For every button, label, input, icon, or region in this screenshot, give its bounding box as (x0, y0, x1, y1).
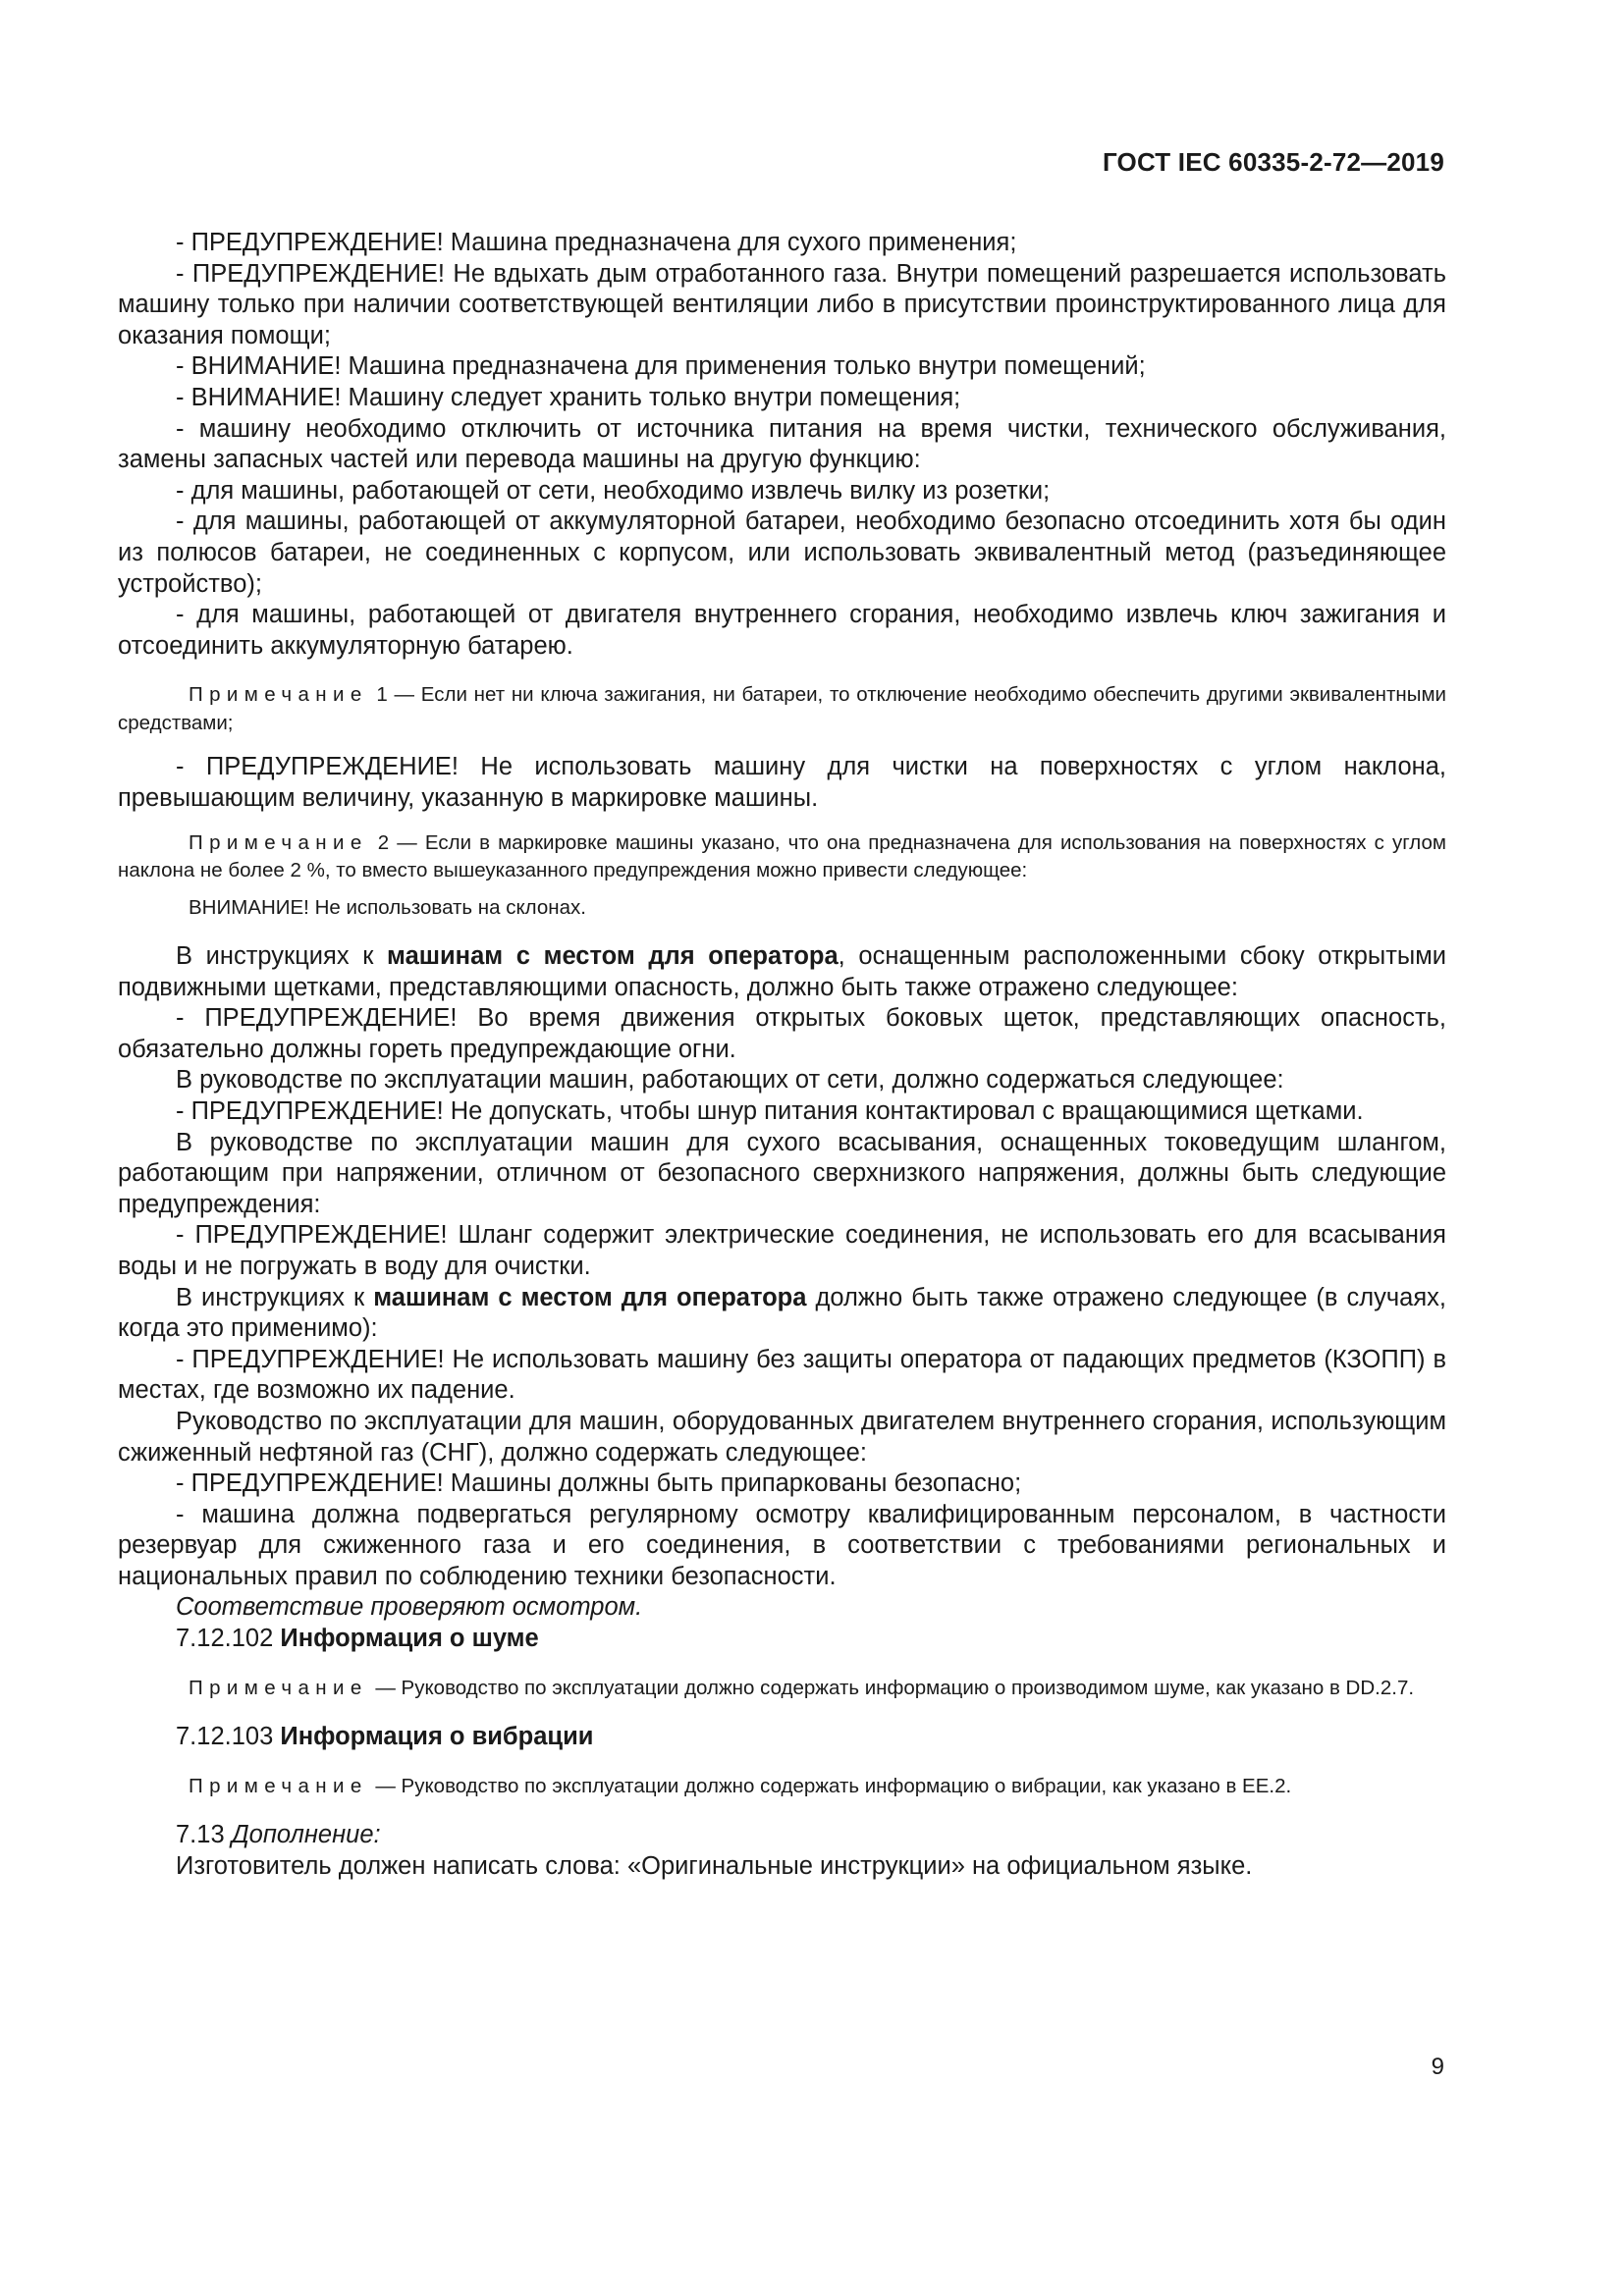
text-run: В инструкциях к (176, 942, 388, 970)
bold-term: машинам с местом для оператора (373, 1283, 807, 1311)
note-4 (118, 1773, 1446, 1801)
paragraph: - для машины, работающей от двигателя внутреннего сгорания, необходимо извлечь ключ зажигания и отсоединить аккумуляторную батарею. (118, 601, 1446, 660)
section-heading-vibration (118, 1722, 1446, 1753)
section-title: Информация о шуме (280, 1625, 539, 1653)
note-text: — Руководство по эксплуатации должно содержать информацию о вибрации, как указано в EE.2. (369, 1774, 1292, 1797)
note-label: Примечание (189, 830, 368, 854)
paragraph: - ВНИМАНИЕ! Машину следует хранить только внутри помещения; (176, 383, 961, 411)
section-title: Информация о вибрации (280, 1723, 594, 1751)
paragraph: - ПРЕДУПРЕЖДЕНИЕ! Шланг содержит электрические соединения, не использовать его для всасывания воды и не погружать в воду для очистки. (118, 1221, 1446, 1280)
paragraph: - ПРЕДУПРЕЖДЕНИЕ! Не использовать машину для чистки на поверхностях с углом наклона, превышающим величину, указанную в маркировке машины. (118, 753, 1446, 812)
text-run: В инструкциях к (176, 1283, 374, 1311)
paragraph: - ПРЕДУПРЕЖДЕНИЕ! Не использовать машину без защиты оператора от падающих предметов (КЗОПП) в местах, где возможно их падение. (118, 1345, 1446, 1405)
document-body (118, 228, 1446, 1882)
note-text: — Руководство по эксплуатации должно содержать информацию о производимом шуме, как указано в DD.2.7. (369, 1676, 1415, 1699)
paragraph: Руководство по эксплуатации для машин, оборудованных двигателем внутреннего сгорания, использующим сжиженный нефтяной газ (СНГ), должно содержать следующее: (118, 1407, 1446, 1467)
paragraph: - ПРЕДУПРЕЖДЕНИЕ! Не вдыхать дым отработанного газа. Внутри помещений разрешается использовать машину только при наличии соответствующей вентиляции либо в присутствии проинструктированного лица для оказания помощи; (118, 259, 1446, 349)
paragraph: Изготовитель должен написать слова: «Оригинальные инструкции» на официальном языке. (176, 1851, 1253, 1880)
section-heading-noise (118, 1624, 1446, 1655)
paragraph: - ПРЕДУПРЕЖДЕНИЕ! Машина предназначена для сухого применения; (176, 229, 1017, 256)
text-run: , оснащенным расположенными сбоку открытыми подвижными щетками, представляющими опасность, должно быть также отражено следующее: (118, 942, 1446, 1001)
paragraph (118, 1283, 1446, 1345)
section-heading-supplement (118, 1820, 1446, 1851)
paragraph: - ПРЕДУПРЕЖДЕНИЕ! Во время движения открытых боковых щеток, представляющих опасность, обязательно должны гореть предупреждающие огни. (118, 1004, 1446, 1063)
note-3 (118, 1675, 1446, 1703)
note-label: Примечание (189, 1676, 368, 1699)
paragraph: - машина должна подвергаться регулярному осмотру квалифицированным персоналом, в частности резервуар для сжиженного газа и его соединения, в соответствии с требованиями региональных и национальных правил по соблюдению техники безопасности. (118, 1500, 1446, 1590)
paragraph: - для машины, работающей от аккумуляторной батареи, необходимо безопасно отсоединить хотя бы один из полюсов батареи, не соединенных с корпусом, или использовать эквивалентный метод (разъединяющее устройство); (118, 507, 1446, 598)
paragraph: В руководстве по эксплуатации машин, работающих от сети, должно содержаться следующее: (176, 1066, 1284, 1095)
note-1 (118, 681, 1446, 737)
page-number: 9 (1431, 2054, 1444, 2080)
section-number: 7.12.102 (176, 1625, 281, 1653)
paragraph: - ПРЕДУПРЕЖДЕНИЕ! Не допускать, чтобы шнур питания контактировал с вращающимися щетками. (176, 1096, 1364, 1125)
compliance-statement: Соответствие проверяют осмотром. (176, 1593, 643, 1622)
note-2-continuation: ВНИМАНИЕ! Не использовать на склонах. (189, 895, 586, 919)
section-title: Дополнение: (231, 1821, 381, 1849)
note-2 (118, 829, 1446, 885)
section-number: 7.12.103 (176, 1723, 281, 1751)
paragraph: - ВНИМАНИЕ! Машина предназначена для применения только внутри помещений; (176, 352, 1146, 381)
paragraph: В руководстве по эксплуатации машин для сухого всасывания, оснащенных токоведущим шлангом, работающим при напряжении, отличном от безопасного сверхнизкого напряжения, должны быть следующие предупреждения: (118, 1128, 1446, 1218)
note-text: 2 — Если в маркировке машины указано, что она предназначена для использования на поверхностях с углом наклона не более 2 %, то вместо вышеуказанного предупреждения можно привести следующее: (118, 830, 1446, 881)
paragraph (118, 941, 1446, 1003)
note-label: Примечание (189, 1774, 368, 1797)
bold-term: машинам с местом для оператора (387, 942, 839, 970)
paragraph: - машину необходимо отключить от источника питания на время чистки, технического обслуживания, замены запасных частей или перевода машины на другую функцию: (118, 414, 1446, 474)
text-run: должно быть также отражено следующее (в случаях, когда это применимо): (118, 1283, 1446, 1343)
section-number: 7.13 (176, 1821, 232, 1849)
paragraph: - для машины, работающей от сети, необходимо извлечь вилку из розетки; (176, 476, 1051, 505)
paragraph: - ПРЕДУПРЕЖДЕНИЕ! Машины должны быть припаркованы безопасно; (176, 1469, 1022, 1498)
standard-header: ГОСТ IEC 60335-2-72—2019 (1102, 147, 1444, 177)
note-label: Примечание (189, 683, 368, 707)
note-text: 1 — Если нет ни ключа зажигания, ни батареи, то отключение необходимо обеспечить другими эквивалентными средствами; (118, 683, 1446, 734)
